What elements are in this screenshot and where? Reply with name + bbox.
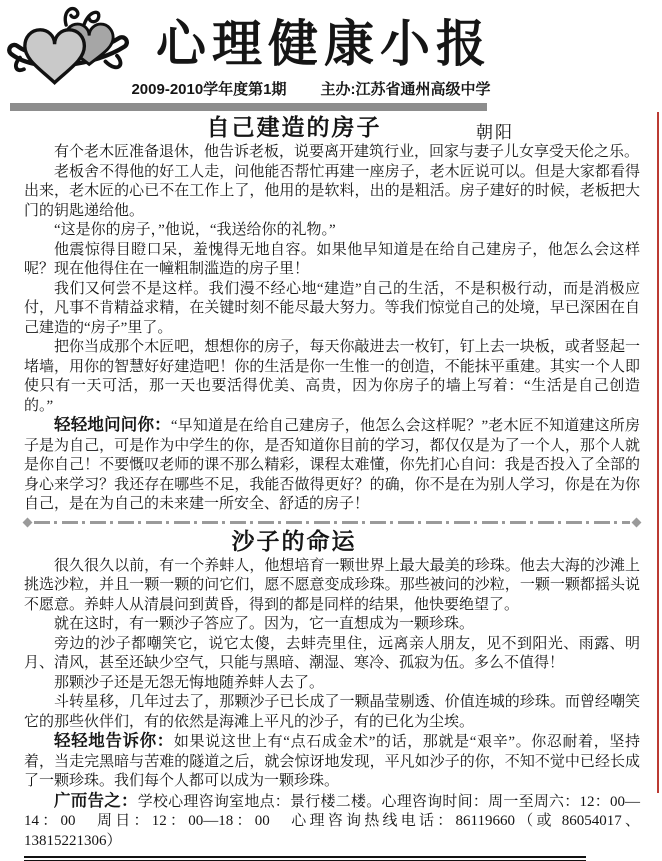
paragraph: 把你当成那个木匠吧，想想你的房子，每天你敲进去一枚钉，钉上去一块板，或者竖起一堵墙，用你的智慧好好建造吧！你的生活是你一生惟一的创造，不能抹平重建。其实一个人即使只有一天可活，那一天也要活得优美、高贵，因为你房子的墙上写着：“生活是自己创造的。” (24, 339, 640, 414)
lead-in-paragraph (24, 732, 640, 792)
paragraph: 就在这时，有一颗沙子答应了。因为，它一直想成为一颗珍珠。 (54, 616, 475, 632)
newsletter-title: 心理健康小报 (156, 16, 492, 72)
diamond-end-icon (632, 517, 642, 527)
lead-in-paragraph (24, 416, 640, 515)
article2-title-row (24, 528, 640, 555)
paragraph: 老板舍不得他的好工人走，问他能否帮忙再建一座房子，老木匠说可以。但是大家都看得出来，老木匠的心已不在工作上了，他用的是软料，出的是粗活。房子建好的时候，老板把大门的钥匙递给他。 (24, 163, 640, 219)
masthead (0, 0, 662, 102)
paragraph: 我们又何尝不是这样。我们漫不经心地“建造”自己的生活，不是积极行动，而是消极应付，凡事不肯精益求精，在关键时刻不能尽最大努力。等我们惊觉自己的处境，早已深困在自己建造的“房子”里了。 (24, 280, 640, 336)
paragraph: “这是你的房子，”他说，“我送给你的礼物。” (54, 222, 336, 238)
paragraph: 那颗沙子还是无怨无悔地随养蚌人去了。 (54, 674, 325, 691)
paragraph: 很久很久以前，有一个养蚌人，他想培育一颗世界上最大最美的珍珠。他去大海的沙滩上挑选沙粒，并且一颗一颗的问它们，愿不愿意变成珍珠。那些被问的沙粒，一颗一颗都摇头说不愿意。养蚌人从清晨问到黄昏，得到的都是同样的结果，他快要绝望了。 (24, 557, 640, 613)
bottom-double-rule (24, 856, 586, 861)
notice-label: 广而告之： (54, 791, 138, 810)
paragraph: 旁边的沙子都嘲笑它，说它太傻，去蚌壳里住，远离亲人朋友，见不到阳光、雨露、明月、清风，甚至还缺少空气，只能与黑暗、潮湿、寒冷、孤寂为伍。多么不值得！ (24, 635, 640, 671)
issue-number: 2009-2010学年度第1期 (131, 81, 287, 98)
lead-in-label: 轻轻地问问你： (54, 416, 171, 434)
diamond-end-icon (23, 517, 33, 527)
lead-in-label: 轻轻地告诉你： (54, 732, 174, 750)
issue-line (96, 78, 526, 99)
header-rule-bar (10, 103, 487, 111)
organizer: 主办:江苏省通州高级中学 (320, 81, 491, 98)
notice-paragraph (24, 792, 640, 852)
paragraph: 他震惊得目瞪口呆，羞愧得无地自容。如果他早知道是在给自己建房子，他怎么会这样呢？现在他得住在一幢粗制滥造的房子里！ (24, 241, 640, 277)
paragraph: 有个老木匠准备退休，他告诉老板，说要离开建筑行业，回家与妻子儿女享受天伦之乐。 (54, 144, 640, 160)
article1-title: 自己建造的房子 (206, 114, 382, 140)
content-column (24, 114, 640, 861)
page-edge-line (657, 112, 659, 793)
paragraph: 斗转星移，几年过去了，那颗沙子已长成了一颗晶莹剔透、价值连城的珍珠。而曾经嘲笑它的那些伙伴们，有的依然是海滩上平凡的沙子，有的已化为尘埃。 (24, 694, 640, 730)
article1-title-row (24, 114, 640, 141)
dash-dot-line (34, 521, 630, 524)
lead-in-text: 如果说这世上有“点石成金术”的话，那就是“艰辛”。你忍耐着，坚持着，当走完黑暗与苦难的隧道之后，就会惊讶地发现，平凡如沙子的你，不知不觉中已经长成了一颗珍珠。我们每个人都可以成为一颗珍珠。 (24, 734, 641, 789)
article1-author: 朝阳 (476, 123, 514, 142)
notice-text: 学校心理咨询室地点：景行楼二楼。心理咨询时间：周一至周六：12：00—14：00 周日：12：00—18：00 心理咨询热线电话：86119660（或 86054017、13815221306） (24, 793, 640, 849)
section-divider (24, 518, 640, 527)
lead-in-text: “早知道是在给自己建房子，他怎么会这样呢？”老木匠不知道建这所房子是为自己，可是作为中学生的你，是否知道你目前的学习，都仅仅是为了一个人，那个人就是你自己！不要慨叹老师的课不那么精彩，课程太难懂，你先扪心自问：我是否投入了全部的身心来学习？我还存在哪些不足，我能否做得更好？的确，你不是在为别人学习，你是在为你自己，是在为自己的未来建一所安全、舒适的房子！ (24, 418, 640, 512)
article2-title: 沙子的命运 (231, 527, 357, 554)
